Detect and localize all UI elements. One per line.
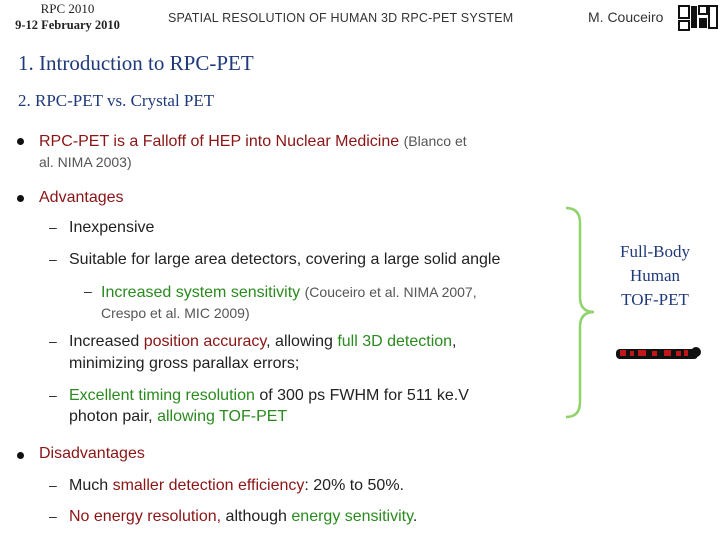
dash-icon: –: [49, 219, 57, 235]
conference-dates: 9-12 February 2010: [15, 18, 120, 32]
eff-text-c: : 20% to 50%.: [304, 477, 404, 494]
advantage-position-line1: [69, 331, 457, 353]
advantage-sensitivity-line1: [101, 281, 477, 304]
advantage-large-area: Suitable for large area detectors, covering a large solid angle: [69, 251, 501, 268]
pos-text-c: , allowing: [266, 333, 333, 350]
eff-text-a: Much: [69, 477, 109, 494]
sensitivity-text: Increased system sensitivity: [101, 284, 301, 301]
sensitivity-reference-a: (Couceiro et al. NIMA 2007,: [304, 284, 477, 300]
side-label-line1: Full-Body: [620, 242, 690, 261]
side-label-line2: Human: [629, 266, 681, 285]
timing-line2-a: photon pair,: [69, 408, 153, 425]
pos-text-a: Increased: [69, 333, 140, 350]
energy-text-c: energy sensitivity: [291, 508, 413, 525]
human-body-phantom-icon: [612, 340, 704, 368]
dash-icon: –: [49, 251, 57, 267]
energy-text-d: .: [412, 508, 418, 525]
disadvantages-heading: Disadvantages: [39, 445, 145, 462]
pos-text-d: full 3D detection: [337, 333, 453, 350]
timing-line2-b: allowing TOF-PET: [157, 408, 288, 425]
disadvantage-energy: [69, 506, 417, 528]
dash-icon: –: [49, 333, 57, 349]
timing-text-b: of 300 ps FWHM for 511 ke.V: [259, 387, 469, 404]
outline-item-comparison: 2. RPC-PET vs. Crystal PET: [18, 91, 215, 110]
dash-icon: –: [49, 477, 57, 493]
falloff-reference-a: (Blanco et: [403, 133, 467, 149]
bullet-dot-icon: [17, 138, 24, 145]
falloff-reference-b: al. NIMA 2003): [39, 154, 132, 170]
bullet-dot-icon: [17, 452, 24, 459]
pos-text-e: ,: [452, 333, 457, 350]
falloff-main-text: RPC-PET is a Falloff of HEP into Nuclear Medicine: [39, 133, 400, 150]
side-label: [600, 240, 710, 312]
disadvantage-efficiency: [69, 475, 404, 497]
energy-text-b: although: [225, 508, 287, 525]
advantages-heading: Advantages: [39, 189, 124, 206]
institution-logo-icon: [678, 4, 718, 32]
energy-text-a: No energy resolution,: [69, 508, 222, 525]
conference-name: RPC 2010: [40, 1, 95, 16]
advantage-position-line2: minimizing gross parallax errors;: [69, 355, 300, 372]
falloff-bullet-line1: [39, 130, 467, 153]
dash-icon: –: [49, 508, 57, 524]
brace-icon: [560, 205, 600, 420]
advantage-timing-line2: [69, 406, 287, 428]
author-name: M. Couceiro: [588, 9, 664, 25]
side-label-line3: TOF-PET: [621, 290, 689, 309]
advantage-inexpensive: Inexpensive: [69, 219, 155, 236]
outline-item-introduction: 1. Introduction to RPC-PET: [18, 51, 254, 75]
timing-text-a: Excellent timing resolution: [69, 387, 255, 404]
pos-text-b: position accuracy: [143, 333, 267, 350]
eff-text-b: smaller detection efficiency: [112, 477, 305, 494]
header-conference-block: [0, 0, 135, 34]
bullet-dot-icon: [17, 195, 24, 202]
sensitivity-reference-b: Crespo et al. MIC 2009): [101, 305, 250, 321]
dash-icon: –: [84, 283, 92, 299]
advantage-timing-line1: [69, 385, 469, 407]
slide-header-title: SPATIAL RESOLUTION OF HUMAN 3D RPC-PET SYSTEM: [168, 11, 514, 25]
dash-icon: –: [49, 387, 57, 403]
